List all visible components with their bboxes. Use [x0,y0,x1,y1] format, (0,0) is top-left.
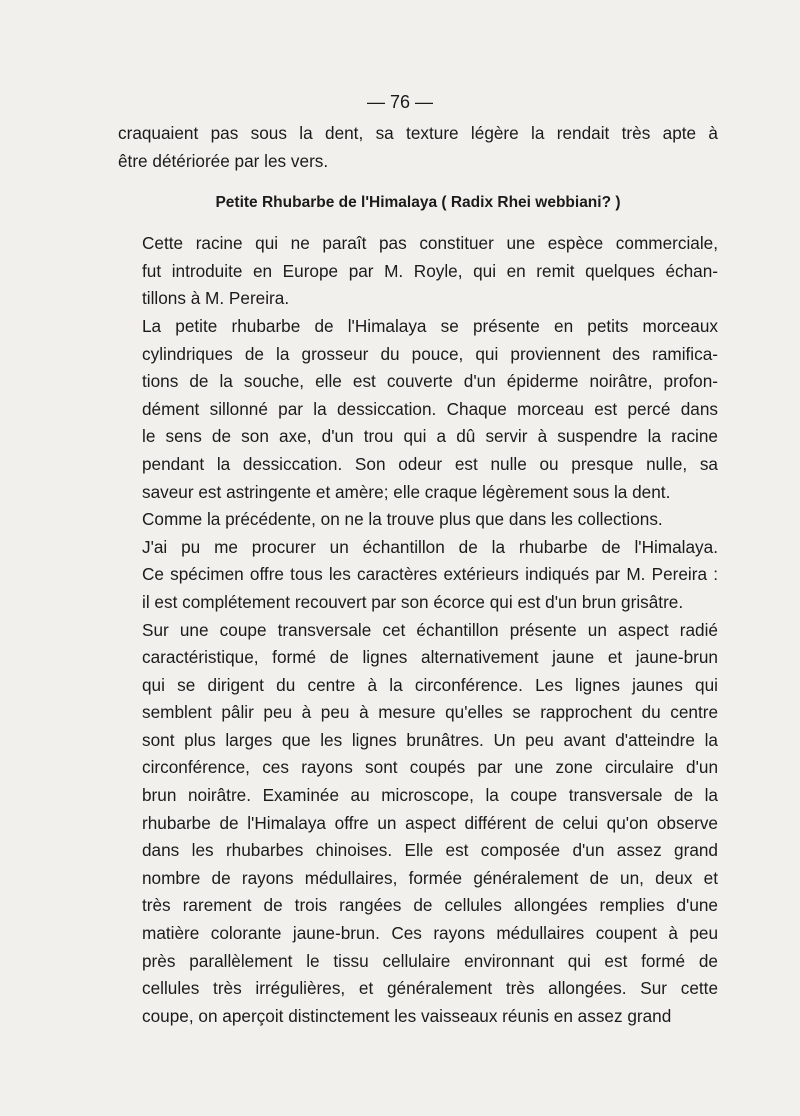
text-line: cylindriques de la grosseur du pouce, qui proviennent des ramifica- [142,343,718,364]
text-line: dément sillonné par la dessiccation. Chaque morceau est percé dans [142,398,718,419]
text-line: tillons à M. Pereira. [142,288,290,309]
intro-paragraph [118,120,718,175]
text-body [118,120,718,1030]
text-line: nombre de rayons médullaires, formée généralement de un, deux et [142,867,718,888]
text-line: très rarement de trois rangées de cellules allongées remplies d'une [142,895,718,916]
text-line: être détériorée par les vers. [118,150,329,171]
text-line: tions de la souche, elle est couverte d'un épiderme noirâtre, profon- [142,371,718,392]
text-line: sont plus larges que les lignes brunâtres. Un peu avant d'atteindre la [142,729,718,750]
text-line: J'ai pu me procurer un échantillon de la rhubarbe de l'Himalaya. [142,536,718,557]
text-line: Cette racine qui ne paraît pas constituer une espèce commerciale, [142,233,718,254]
text-line: matière colorante jaune-brun. Ces rayons médullaires coupent à peu [142,923,718,944]
paragraph-1 [118,230,718,313]
paragraph-3 [118,506,718,534]
page-number: — 76 — [366,92,434,112]
text-line: Sur une coupe transversale cet échantillon présente un aspect radié [142,619,718,640]
text-line: Ce spécimen offre tous les caractères extérieurs indiqués par M. Pereira : [142,564,718,585]
text-line: il est complétement recouvert par son écorce qui est d'un brun grisâtre. [142,591,684,612]
text-line: saveur est astringente et amère; elle craque légèrement sous la dent. [142,481,671,502]
text-line: pendant la dessiccation. Son odeur est nulle ou presque nulle, sa [142,453,718,474]
text-line: dans les rhubarbes chinoises. Elle est composée d'un assez grand [142,840,718,861]
text-line: rhubarbe de l'Himalaya offre un aspect différent de celui qu'on observe [142,812,718,833]
paragraph-4 [118,534,718,617]
text-line: caractéristique, formé de lignes alternativement jaune et jaune-brun [142,647,718,668]
paragraph-5 [118,617,718,1031]
section-heading: Petite Rhubarbe de l'Himalaya ( Radix Rhei webbiani? ) [215,194,621,212]
text-line: circonférence, ces rayons sont coupés par une zone circulaire d'un [142,757,718,778]
paragraph-2 [118,313,718,506]
text-line: brun noirâtre. Examinée au microscope, la coupe transversale de la [142,785,718,806]
text-line: La petite rhubarbe de l'Himalaya se présente en petits morceaux [142,315,718,336]
text-line: le sens de son axe, d'un trou qui a dû servir à suspendre la racine [142,426,718,447]
text-line: coupe, on aperçoit distinctement les vaisseaux réunis en assez grand [142,1005,672,1026]
text-line: près parallèlement le tissu cellulaire environnant qui est formé de [142,950,718,971]
text-line: fut introduite en Europe par M. Royle, qui en remit quelques échan- [142,260,718,281]
text-line: qui se dirigent du centre à la circonférence. Les lignes jaunes qui [142,674,718,695]
text-line: Comme la précédente, on ne la trouve plus que dans les collections. [142,509,663,530]
text-line: craquaient pas sous la dent, sa texture légère la rendait très apte à [118,123,718,143]
text-line: semblent pâlir peu à peu à mesure qu'elles se rapprochent du centre [142,702,718,723]
text-line: cellules très irrégulières, et généralement très allongées. Sur cette [142,978,718,999]
